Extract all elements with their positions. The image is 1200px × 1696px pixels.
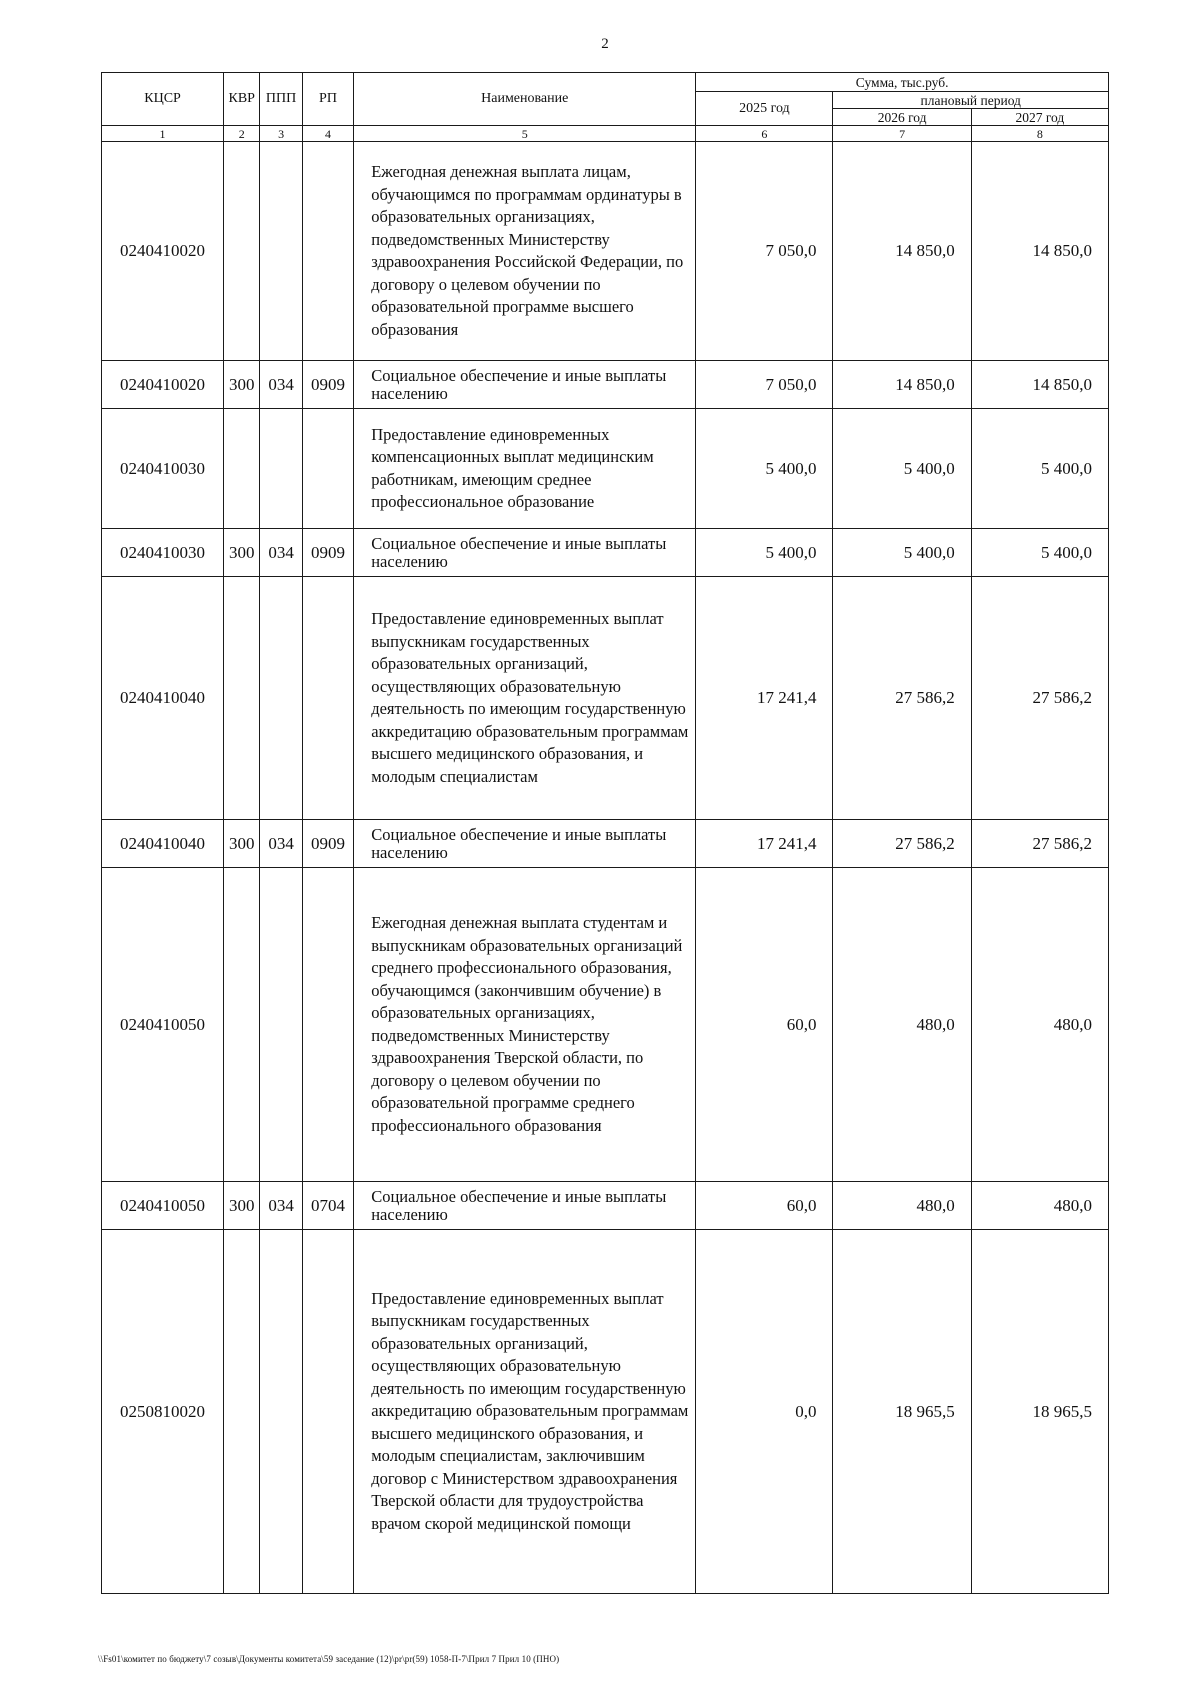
ppp-cell: 034 xyxy=(260,820,302,868)
amount-2027-cell: 480,0 xyxy=(971,1182,1108,1230)
kvr-cell: 300 xyxy=(224,1182,260,1230)
header-2025: 2025 год xyxy=(696,92,833,126)
name-cell: Социальное обеспечение и иные выплаты населению xyxy=(354,361,696,409)
table-row xyxy=(102,361,1109,409)
name-cell: Предоставление единовременных компенсационных выплат медицинским работникам, имеющим среднее профессиональное образование xyxy=(354,409,696,529)
ppp-cell xyxy=(260,142,302,361)
name-cell: Предоставление единовременных выплат выпускникам государственных образовательных организаций, осуществляющих образовательную деятельность по имеющим государственную аккредитацию образовательным программам высшего медицинского образования, и молодым специалистам xyxy=(354,577,696,820)
table-row xyxy=(102,577,1109,820)
column-number: 3 xyxy=(260,126,302,142)
table-row xyxy=(102,1230,1109,1594)
amount-2025-cell: 60,0 xyxy=(696,1182,833,1230)
amount-2025-cell: 7 050,0 xyxy=(696,361,833,409)
header-ppp: ППП xyxy=(260,73,302,126)
amount-2025-cell: 5 400,0 xyxy=(696,409,833,529)
amount-2026-cell: 27 586,2 xyxy=(833,820,971,868)
amount-2026-cell: 27 586,2 xyxy=(833,577,971,820)
column-number-row xyxy=(102,126,1109,142)
amount-2027-cell: 480,0 xyxy=(971,868,1108,1182)
kvr-cell xyxy=(224,868,260,1182)
header-sum: Сумма, тыс.руб. xyxy=(696,73,1109,92)
ppp-cell xyxy=(260,577,302,820)
amount-2027-cell: 27 586,2 xyxy=(971,820,1108,868)
amount-2025-cell: 7 050,0 xyxy=(696,142,833,361)
table-row xyxy=(102,1182,1109,1230)
ppp-cell: 034 xyxy=(260,361,302,409)
kcsr-cell: 0240410030 xyxy=(102,409,224,529)
amount-2026-cell: 5 400,0 xyxy=(833,409,971,529)
amount-2025-cell: 5 400,0 xyxy=(696,529,833,577)
kvr-cell: 300 xyxy=(224,820,260,868)
kcsr-cell: 0240410030 xyxy=(102,529,224,577)
ppp-cell: 034 xyxy=(260,529,302,577)
table-row xyxy=(102,820,1109,868)
page-number: 2 xyxy=(601,36,609,52)
column-number: 5 xyxy=(354,126,696,142)
rp-cell xyxy=(302,409,353,529)
footer-file-path: \\Fs01\комитет по бюджету\7 созыв\Документы комитета\59 заседание (12)\pr\pr(59) 1058-П-7\Прил 7 Прил 10 (ПНО) xyxy=(98,1654,560,1664)
amount-2025-cell: 17 241,4 xyxy=(696,820,833,868)
kvr-cell xyxy=(224,142,260,361)
rp-cell xyxy=(302,142,353,361)
column-number: 1 xyxy=(102,126,224,142)
amount-2026-cell: 480,0 xyxy=(833,868,971,1182)
column-number: 6 xyxy=(696,126,833,142)
kvr-cell xyxy=(224,1230,260,1594)
header-name: Наименование xyxy=(354,73,696,126)
column-number: 8 xyxy=(971,126,1108,142)
rp-cell xyxy=(302,868,353,1182)
kcsr-cell: 0240410050 xyxy=(102,1182,224,1230)
amount-2027-cell: 27 586,2 xyxy=(971,577,1108,820)
header-2026: 2026 год xyxy=(833,109,971,126)
budget-table xyxy=(101,72,1109,1594)
name-cell: Ежегодная денежная выплата лицам, обучающимся по программам ординатуры в образовательных организациях, подведомственных Министерству здравоохранения Российской Федерации, по договору о целевом обучении по образовательной программе высшего образования xyxy=(354,142,696,361)
kcsr-cell: 0240410020 xyxy=(102,142,224,361)
amount-2027-cell: 14 850,0 xyxy=(971,361,1108,409)
header-planned-period: плановый период xyxy=(833,92,1109,109)
amount-2026-cell: 480,0 xyxy=(833,1182,971,1230)
rp-cell: 0704 xyxy=(302,1182,353,1230)
header-2027: 2027 год xyxy=(971,109,1108,126)
ppp-cell xyxy=(260,409,302,529)
name-cell: Социальное обеспечение и иные выплаты населению xyxy=(354,820,696,868)
table-row xyxy=(102,868,1109,1182)
amount-2027-cell: 18 965,5 xyxy=(971,1230,1108,1594)
kcsr-cell: 0240410050 xyxy=(102,868,224,1182)
amount-2026-cell: 18 965,5 xyxy=(833,1230,971,1594)
kcsr-cell: 0240410040 xyxy=(102,820,224,868)
amount-2027-cell: 5 400,0 xyxy=(971,409,1108,529)
column-number: 4 xyxy=(302,126,353,142)
ppp-cell xyxy=(260,1230,302,1594)
rp-cell: 0909 xyxy=(302,529,353,577)
name-cell: Социальное обеспечение и иные выплаты населению xyxy=(354,529,696,577)
column-number: 2 xyxy=(224,126,260,142)
kvr-cell: 300 xyxy=(224,361,260,409)
amount-2025-cell: 17 241,4 xyxy=(696,577,833,820)
name-cell: Социальное обеспечение и иные выплаты населению xyxy=(354,1182,696,1230)
rp-cell: 0909 xyxy=(302,361,353,409)
amount-2025-cell: 0,0 xyxy=(696,1230,833,1594)
kvr-cell: 300 xyxy=(224,529,260,577)
name-cell: Ежегодная денежная выплата студентам и выпускникам образовательных организаций среднего профессионального образования, обучающимся (закончившим обучение) в образовательных организациях, подведомственных Министерству здравоохранения Тверской области, по договору о целевом обучении по образовательной программе среднего профессионального образования xyxy=(354,868,696,1182)
rp-cell xyxy=(302,577,353,820)
amount-2026-cell: 14 850,0 xyxy=(833,142,971,361)
rp-cell xyxy=(302,1230,353,1594)
kcsr-cell: 0240410040 xyxy=(102,577,224,820)
ppp-cell: 034 xyxy=(260,1182,302,1230)
ppp-cell xyxy=(260,868,302,1182)
rp-cell: 0909 xyxy=(302,820,353,868)
header-rp: РП xyxy=(302,73,353,126)
table-row xyxy=(102,529,1109,577)
column-number: 7 xyxy=(833,126,971,142)
amount-2026-cell: 14 850,0 xyxy=(833,361,971,409)
table-row xyxy=(102,409,1109,529)
table-row xyxy=(102,142,1109,361)
amount-2025-cell: 60,0 xyxy=(696,868,833,1182)
header-kvr: КВР xyxy=(224,73,260,126)
amount-2026-cell: 5 400,0 xyxy=(833,529,971,577)
kvr-cell xyxy=(224,409,260,529)
kcsr-cell: 0240410020 xyxy=(102,361,224,409)
kvr-cell xyxy=(224,577,260,820)
kcsr-cell: 0250810020 xyxy=(102,1230,224,1594)
amount-2027-cell: 14 850,0 xyxy=(971,142,1108,361)
name-cell: Предоставление единовременных выплат выпускникам государственных образовательных организаций, осуществляющих образовательную деятельность по имеющим государственную аккредитацию образовательным программам высшего медицинского образования, и молодым специалистам, заключившим договор с Министерством здравоохранения Тверской области для трудоустройства врачом скорой медицинской помощи xyxy=(354,1230,696,1594)
amount-2027-cell: 5 400,0 xyxy=(971,529,1108,577)
header-kcsr: КЦСР xyxy=(102,73,224,126)
